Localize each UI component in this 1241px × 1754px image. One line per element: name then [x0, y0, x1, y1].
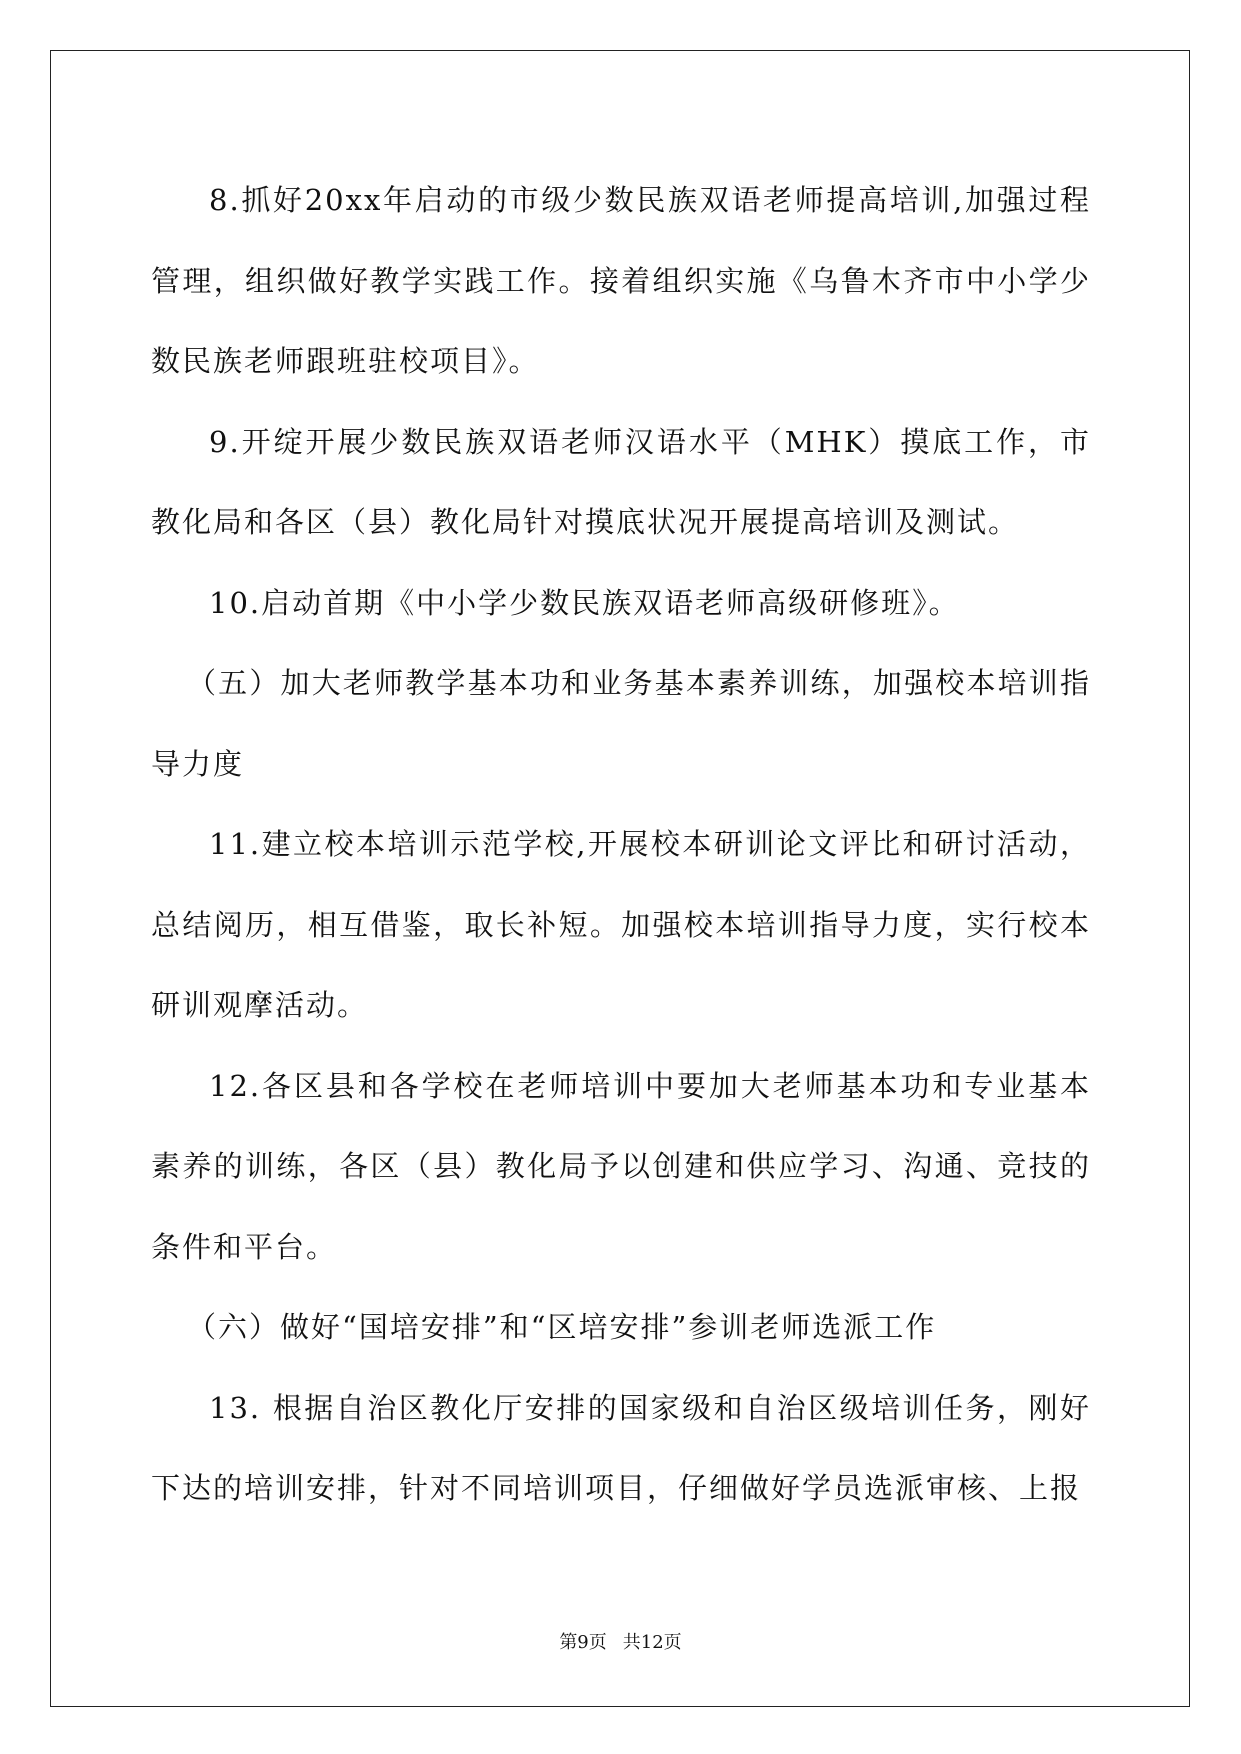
- paragraph-item-10: 10.启动首期《中小学少数民族双语老师高级研修班》。: [209, 585, 960, 620]
- paragraph-item-8: 8.抓好20xx年启动的市级少数民族双语老师提高培训,加强过程管理，组织做好教学实践工作。接着组织实施《乌鲁木齐市中小学少数民族老师跟班驻校项目》。: [151, 183, 1091, 378]
- paragraph-item-9: 9.开绽开展少数民族双语老师汉语水平（MHK）摸底工作，市教化局和各区（县）教化局针对摸底状况开展提高培训及测试。: [151, 424, 1091, 539]
- paragraph-item-12: 12.各区县和各学校在老师培训中要加大老师基本功和专业基本素养的训练，各区（县）教化局予以创建和供应学习、沟通、竞技的条件和平台。: [151, 1068, 1091, 1264]
- page-total: 共12页: [622, 1632, 682, 1653]
- paragraph-item-11: 11.建立校本培训示范学校,开展校本研训论文评比和研讨活动，总结阅历，相互借鉴，取长补短。加强校本培训指导力度，实行校本研训观摩活动。: [151, 827, 1091, 1022]
- section-heading-6: （六）做好“国培安排”和“区培安排”参训老师选派工作: [187, 1310, 937, 1344]
- page-number: 第9页: [559, 1632, 607, 1653]
- page-footer: [0, 1628, 1241, 1654]
- paragraph-item-13: 13. 根据自治区教化厅安排的国家级和自治区级培训任务，刚好下达的培训安排，针对不同培训项目，仔细做好学员选派审核、上报: [151, 1390, 1091, 1505]
- document-body: [151, 160, 1091, 1529]
- section-heading-5: （五）加大老师教学基本功和业务基本素养训练，加强校本培训指导力度: [151, 666, 1091, 781]
